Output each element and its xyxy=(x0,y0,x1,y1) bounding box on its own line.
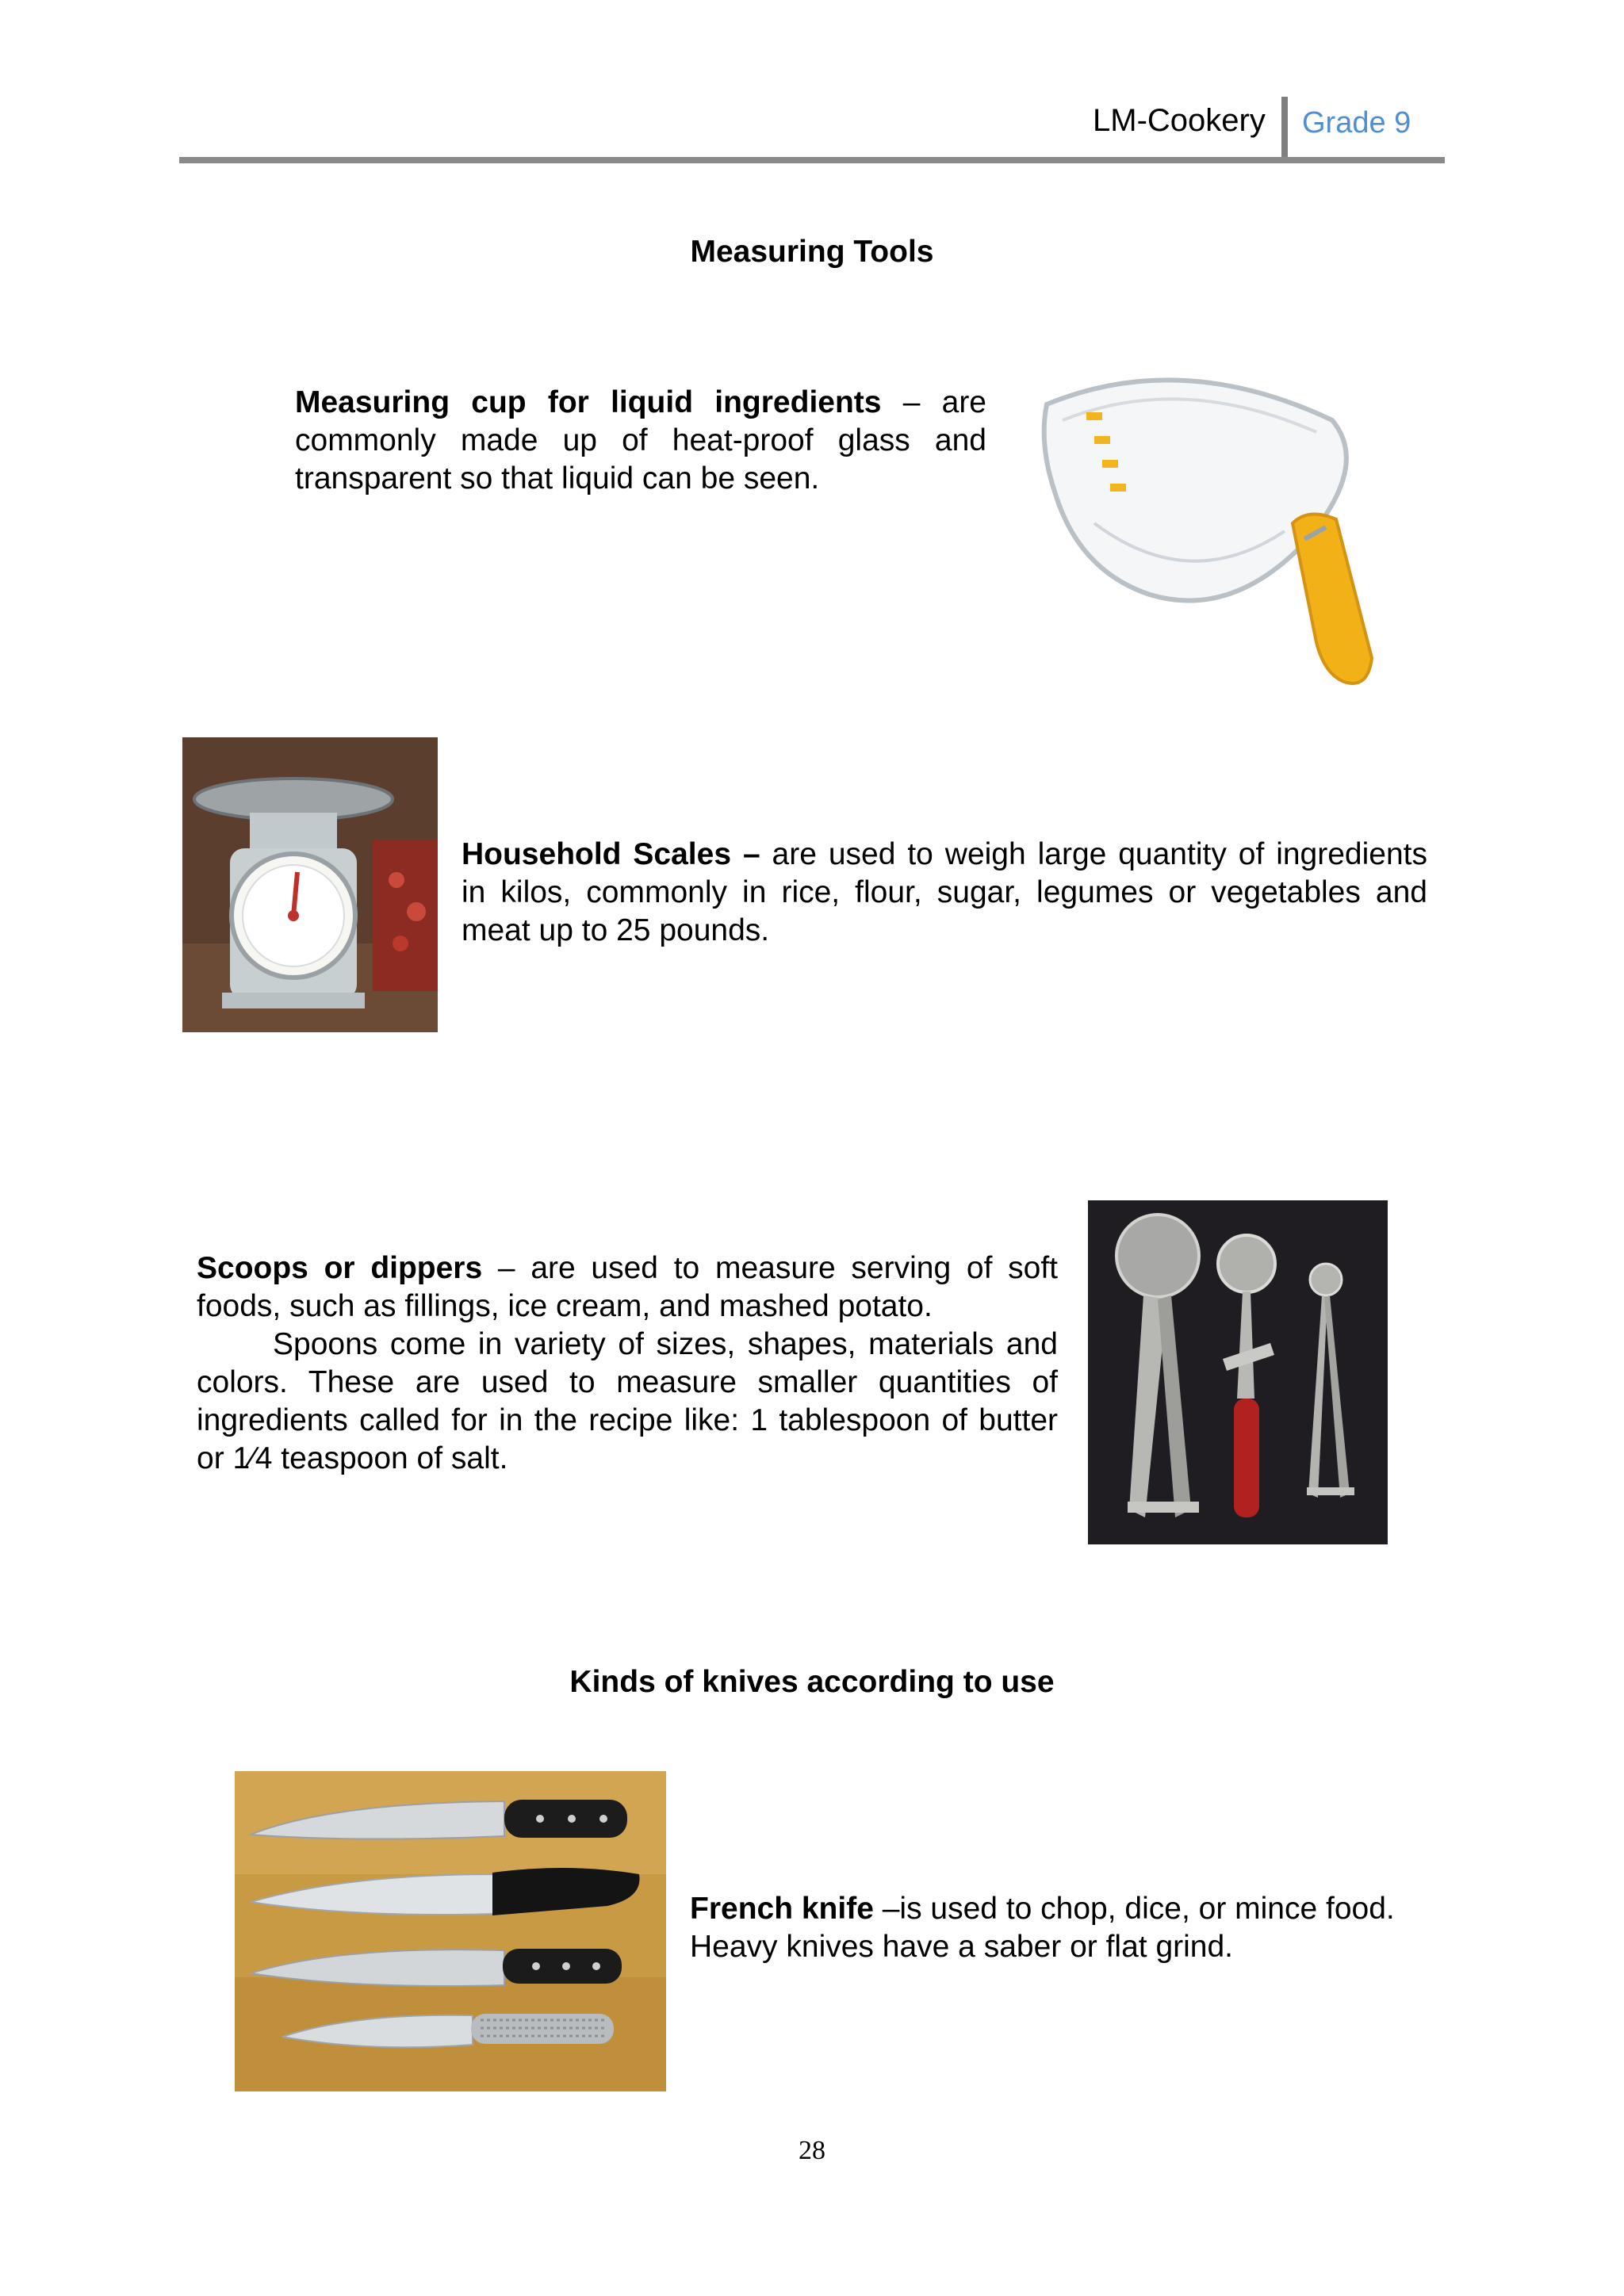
header-grade: Grade 9 xyxy=(1302,106,1411,140)
household-scales-desc: are used to weigh large quantity of ingredients in kilos, commonly in rice, flour, sugar, legumes or vegetables and meat up to 25 pounds. xyxy=(462,837,1427,947)
header-divider xyxy=(1281,97,1288,160)
household-scales-paragraph xyxy=(462,836,1427,950)
french-knives-image xyxy=(235,1771,666,2091)
measuring-cup-paragraph xyxy=(295,384,986,498)
french-knife-desc: –is used to chop, dice, or mince food. Heavy knives have a saber or flat grind. xyxy=(690,1892,1395,1964)
page-number: 28 xyxy=(799,2136,825,2165)
french-knife-paragraph xyxy=(690,1890,1435,1966)
measuring-cup-image xyxy=(1031,357,1396,690)
scoops-term: Scoops or dippers xyxy=(197,1251,483,1285)
measuring-cup-desc: – are commonly made up of heat-proof glass and transparent so that liquid can be seen. xyxy=(295,385,986,496)
header-rule xyxy=(179,157,1445,163)
header-course: LM-Cookery xyxy=(1093,103,1266,138)
scoops-desc: – are used to measure serving of soft foods, such as fillings, ice cream, and mashed potato. xyxy=(197,1251,1058,1323)
section-title-measuring-tools: Measuring Tools xyxy=(690,235,934,269)
section-title-knives: Kinds of knives according to use xyxy=(569,1665,1055,1699)
french-knife-term: French knife xyxy=(690,1892,874,1926)
household-scales-term: Household Scales – xyxy=(462,837,760,871)
spoons-desc: Spoons come in variety of sizes, shapes, materials and colors. These are used to measure smaller quantities of ingredients called for in the recipe like: 1 tablespoon of butter or 1⁄4 teaspoon of salt. xyxy=(197,1327,1058,1475)
measuring-cup-term: Measuring cup for liquid ingredients xyxy=(295,385,882,419)
household-scale-image xyxy=(182,737,438,1032)
scoops-paragraph xyxy=(197,1249,1058,1478)
scoops-image xyxy=(1088,1200,1388,1544)
